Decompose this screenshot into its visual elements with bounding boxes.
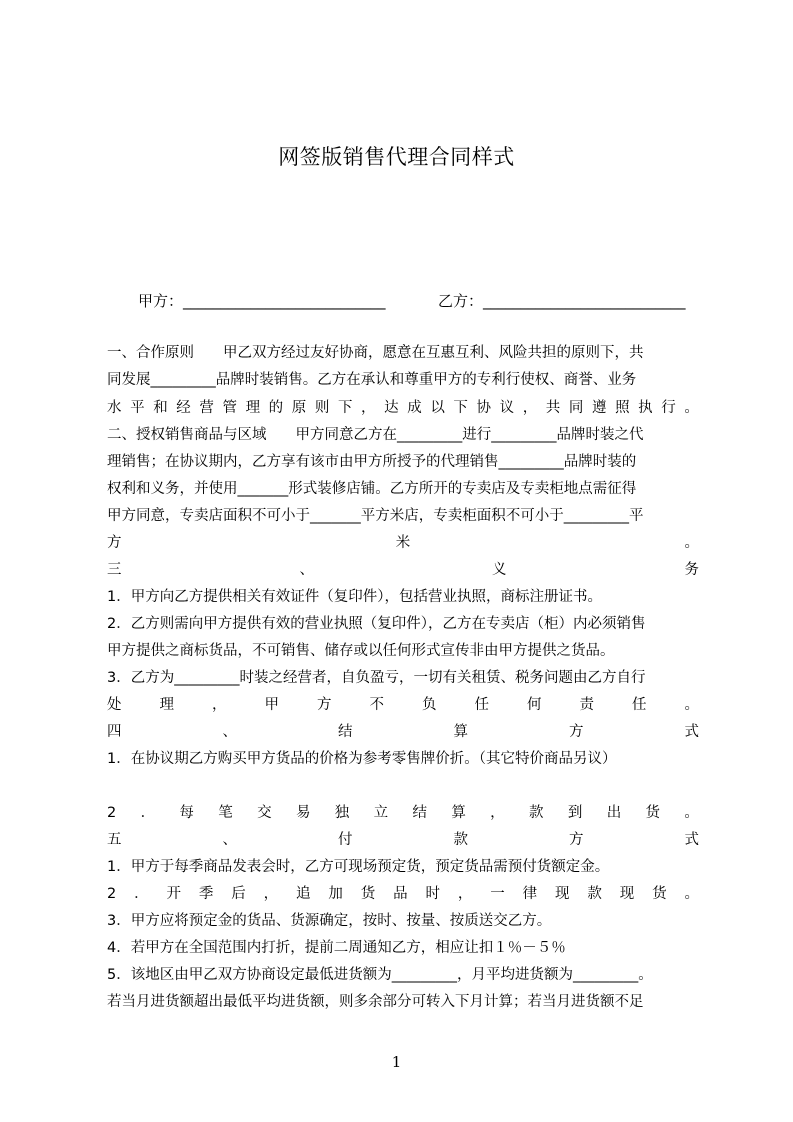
justified-char: 共 bbox=[545, 400, 561, 416]
justified-char: 管 bbox=[222, 400, 237, 416]
justified-char: 季 bbox=[198, 886, 214, 902]
justified-char: 时 bbox=[425, 886, 440, 902]
justified-char: 三 bbox=[107, 562, 122, 578]
section-heading-payment bbox=[107, 827, 699, 853]
body-line: 甲方提供之商标货品，不可销售、储存或以任何形式宣传非由甲方提供之货品。 bbox=[107, 643, 615, 659]
document-title: 网签版销售代理合同样式 bbox=[278, 145, 515, 169]
justified-char: 达 bbox=[384, 400, 399, 416]
justified-char: ， bbox=[490, 805, 505, 821]
justified-char: 成 bbox=[407, 400, 422, 416]
party-a-field: 甲方：___________________________ bbox=[138, 292, 386, 310]
justified-char: 交 bbox=[257, 805, 272, 821]
justified-char: 下 bbox=[453, 400, 468, 416]
justified-char: 追 bbox=[295, 886, 311, 902]
justified-char: 和 bbox=[153, 400, 168, 416]
justified-char: 易 bbox=[295, 805, 311, 821]
justified-char: 以 bbox=[430, 400, 445, 416]
justified-char: ， bbox=[361, 400, 376, 416]
justified-char: 五 bbox=[107, 832, 122, 848]
justified-char: 算 bbox=[451, 805, 466, 821]
justified-char: 货 bbox=[652, 886, 667, 902]
justified-char: 一 bbox=[490, 886, 505, 902]
body-line: 1．在协议期乙方购买甲方货品的价格为参考零售牌价折。（其它特价商品另议） bbox=[107, 751, 617, 767]
body-line-authorization-heading: 二、授权销售商品与区域 甲方同意乙方在_________进行_________品牌时装之代 bbox=[107, 427, 644, 443]
justified-char: 议 bbox=[499, 400, 515, 416]
justified-char: 品 bbox=[393, 886, 408, 902]
justified-char: 照 bbox=[615, 400, 630, 416]
body-line: 同发展_________品牌时装销售。乙方在承认和尊重甲方的专利行使权、商誉、业务 bbox=[107, 372, 637, 388]
justified-char: 2 bbox=[107, 805, 117, 821]
justified-char: 款 bbox=[453, 832, 468, 848]
justified-char: 、 bbox=[222, 832, 237, 848]
body-line: 权利和义务，并使用_______形式装修店铺。乙方所开的专卖店及专卖柜地点需征得 bbox=[107, 481, 637, 497]
justified-char: 后 bbox=[231, 886, 246, 902]
justified-char: 方 bbox=[107, 535, 122, 551]
justified-char: 。 bbox=[684, 535, 699, 551]
justified-char: 任 bbox=[474, 697, 489, 713]
justified-char: 、 bbox=[299, 562, 314, 578]
body-line: 理销售；在协议期内，乙方享有该市由甲方所授予的代理销售_________品牌时装的 bbox=[107, 454, 637, 470]
justified-char: 立 bbox=[373, 805, 389, 821]
justified-char: 理 bbox=[159, 697, 174, 713]
justified-char: ． bbox=[134, 886, 149, 902]
justified-char: 方 bbox=[569, 832, 584, 848]
justified-char: 下 bbox=[337, 400, 353, 416]
body-line-justified bbox=[107, 692, 699, 718]
justified-char: 平 bbox=[130, 400, 145, 416]
body-line-justified bbox=[107, 395, 699, 421]
justified-char: 款 bbox=[587, 886, 602, 902]
justified-char: 四 bbox=[107, 724, 122, 740]
justified-char: 。 bbox=[684, 805, 699, 821]
justified-char: 开 bbox=[166, 886, 181, 902]
justified-char: 义 bbox=[492, 562, 507, 578]
body-line: 4．若甲方在全国范围内打折，提前二周通知乙方，相应让扣１％－５％ bbox=[107, 940, 566, 956]
justified-char: 行 bbox=[661, 400, 676, 416]
body-line-justified bbox=[107, 800, 699, 826]
justified-char: 、 bbox=[222, 724, 237, 740]
justified-char: 何 bbox=[527, 697, 542, 713]
justified-char: 的 bbox=[268, 400, 284, 416]
justified-char: 执 bbox=[638, 400, 653, 416]
justified-char: 。 bbox=[684, 697, 699, 713]
justified-char: 结 bbox=[338, 724, 353, 740]
justified-char: 货 bbox=[360, 886, 376, 902]
body-line: 若当月进货额超出最低平均进货额，则多余部分可转入下月计算；若当月进货额不足 bbox=[107, 994, 644, 1010]
justified-char: 米 bbox=[395, 535, 411, 551]
body-line: 1．甲方于每季商品发表会时，乙方可现场预定货，预定货品需预付货额定金。 bbox=[107, 859, 610, 875]
justified-char: 甲 bbox=[264, 697, 279, 713]
justified-char: 款 bbox=[529, 805, 544, 821]
justified-char: 到 bbox=[567, 805, 583, 821]
justified-char: 方 bbox=[569, 724, 584, 740]
justified-char: 算 bbox=[453, 724, 468, 740]
justified-char: 加 bbox=[328, 886, 343, 902]
justified-char: 不 bbox=[369, 697, 384, 713]
parties-row bbox=[138, 289, 708, 313]
justified-char: 律 bbox=[522, 886, 538, 902]
justified-char: 式 bbox=[684, 832, 699, 848]
body-line: 3．乙方为_________时装之经营者，自负盈亏，一切有关租赁、税务问题由乙方自行 bbox=[107, 670, 646, 686]
justified-char: 协 bbox=[476, 400, 491, 416]
justified-char: 务 bbox=[684, 562, 699, 578]
justified-char: 负 bbox=[422, 697, 437, 713]
justified-char: ， bbox=[457, 886, 473, 902]
body-line: 1．甲方向乙方提供相关有效证件（复印件），包括营业执照，商标注册证书。 bbox=[107, 589, 602, 605]
justified-char: 。 bbox=[684, 886, 699, 902]
justified-char: 现 bbox=[554, 886, 570, 902]
justified-char: 原 bbox=[291, 400, 307, 416]
justified-char: 。 bbox=[684, 400, 699, 416]
justified-char: 处 bbox=[107, 697, 122, 713]
justified-char: 独 bbox=[334, 805, 350, 821]
justified-char: 经 bbox=[176, 400, 191, 416]
justified-char: 则 bbox=[314, 400, 330, 416]
justified-char: 每 bbox=[179, 805, 194, 821]
body-line: 5．该地区由甲乙双方协商设定最低进货额为_________，月平均进货额为_________。 bbox=[107, 967, 653, 983]
justified-char: ， bbox=[263, 886, 279, 902]
justified-char: 货 bbox=[645, 805, 661, 821]
justified-char: ， bbox=[522, 400, 538, 416]
justified-char: 方 bbox=[317, 697, 332, 713]
justified-char: 2 bbox=[107, 886, 117, 902]
justified-char: 付 bbox=[338, 832, 353, 848]
page-number: 1 bbox=[391, 1053, 402, 1071]
section-heading-settlement bbox=[107, 719, 699, 745]
justified-char: 出 bbox=[606, 805, 622, 821]
body-line-justified bbox=[107, 530, 699, 556]
body-line-justified bbox=[107, 881, 699, 907]
party-b-field: 乙方：___________________________ bbox=[438, 292, 686, 310]
justified-char: 遵 bbox=[591, 400, 607, 416]
justified-char: 式 bbox=[684, 724, 699, 740]
body-line: 2．乙方则需向甲方提供有效的营业执照（复印件），乙方在专卖店（柜）内必须销售 bbox=[107, 616, 646, 632]
body-line-cooperation-principle: 一、合作原则 甲乙双方经过友好协商，愿意在互惠互利、风险共担的原则下，共 bbox=[107, 345, 644, 361]
justified-char: 现 bbox=[619, 886, 635, 902]
body-line: 甲方同意，专卖店面积不可小于_______平方米店，专卖柜面积不可小于_________平 bbox=[107, 508, 644, 524]
justified-char: 营 bbox=[199, 400, 214, 416]
justified-char: 结 bbox=[412, 805, 427, 821]
justified-char: 同 bbox=[568, 400, 584, 416]
justified-char: 责 bbox=[579, 697, 594, 713]
justified-char: ． bbox=[140, 805, 156, 821]
justified-char: 理 bbox=[245, 400, 261, 416]
body-line: 3．甲方应将预定金的货品、货源确定，按时、按量、按质送交乙方。 bbox=[107, 913, 552, 929]
justified-char: ， bbox=[212, 697, 227, 713]
justified-char: 任 bbox=[632, 697, 647, 713]
justified-char: 笔 bbox=[218, 805, 233, 821]
justified-char: 水 bbox=[107, 400, 122, 416]
section-heading-obligations bbox=[107, 557, 699, 583]
